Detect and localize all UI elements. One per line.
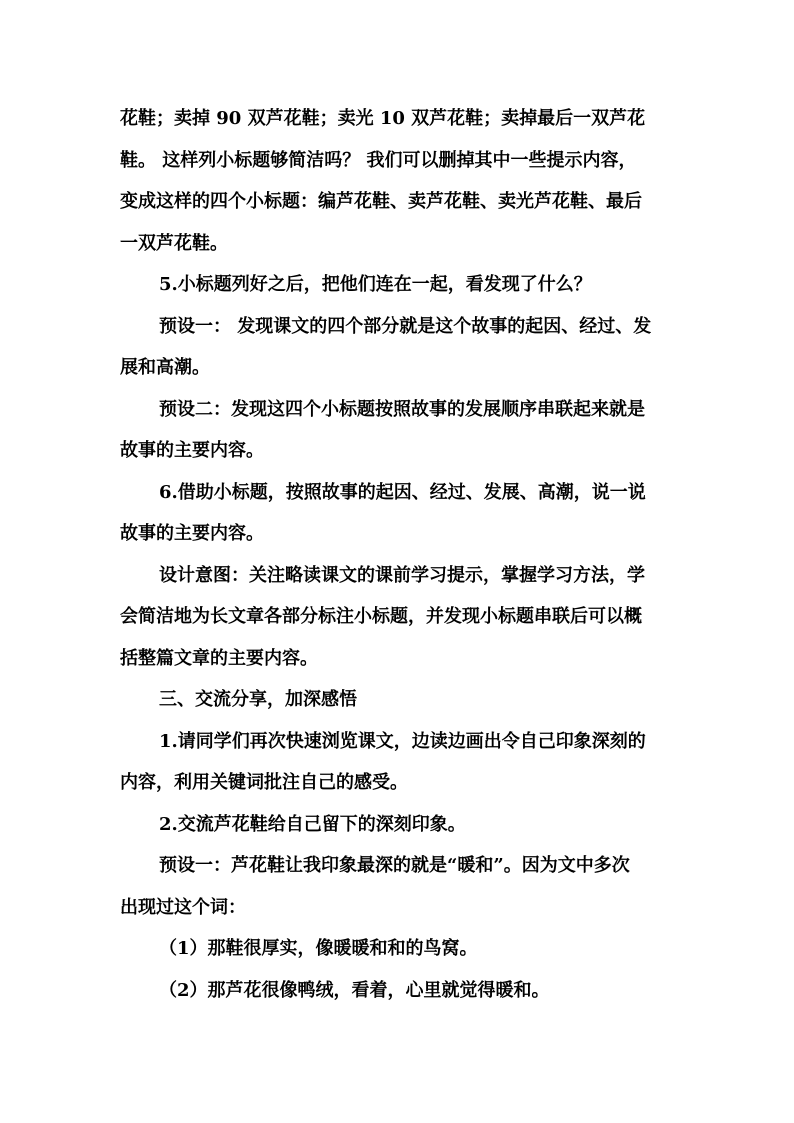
text-line: 出现过这个词： <box>120 896 246 918</box>
quote-item-2: （2）那芦花很像鸭绒，看着，心里就觉得暖和。 <box>159 979 550 1001</box>
design-intent-line: 设计意图：关注略读课文的课前学习提示，掌握学习方法，学 <box>159 564 645 586</box>
numbered-step-2: 2.交流芦花鞋给自己留下的深刻印象。 <box>159 813 466 835</box>
text-line: 故事的主要内容。 <box>120 523 264 544</box>
text-line: 故事的主要内容。 <box>120 440 264 461</box>
quote-item-1: （1）那鞋很厚实，像暖暖和和的鸟窝。 <box>159 938 478 959</box>
numbered-step-1: 1.请同学们再次快速浏览课文，边读边画出令自己印象深刻的 <box>159 730 646 752</box>
numbered-step-6: 6.借助小标题，按照故事的起因、经过、发展、高潮，说一说 <box>159 481 646 503</box>
text-line: 花鞋；卖掉 90 双芦花鞋；卖光 10 双芦花鞋；卖掉最后一双芦花 <box>120 108 646 129</box>
text-line: 括整篇文章的主要内容。 <box>120 647 318 669</box>
section-heading: 三、交流分享，加深感悟 <box>159 689 357 710</box>
text-line: 预设一：芦花鞋让我印象最深的就是“暖和”。因为文中多次 <box>159 855 630 876</box>
text-line: 一双芦花鞋。 <box>120 232 228 254</box>
text-line: 展和高潮。 <box>120 357 210 378</box>
document-body <box>120 98 680 1011</box>
text-line: 内容，利用关键词批注自己的感受。 <box>120 772 408 793</box>
text-line: 鞋。 这样列小标题够简洁吗？ 我们可以删掉其中一些提示内容， <box>120 149 637 171</box>
text-line: 会简洁地为长文章各部分标注小标题，并发现小标题串联后可以概 <box>120 606 642 627</box>
text-line: 预设二：发现这四个小标题按照故事的发展顺序串联起来就是 <box>159 398 645 420</box>
numbered-step-5: 5.小标题列好之后，把他们连在一起，看发现了什么？ <box>159 274 592 295</box>
text-line: 变成这样的四个小标题：编芦花鞋、卖芦花鞋、卖光芦花鞋、最后 <box>120 191 642 212</box>
text-line: 预设一： 发现课文的四个部分就是这个故事的起因、经过、发 <box>159 315 652 337</box>
